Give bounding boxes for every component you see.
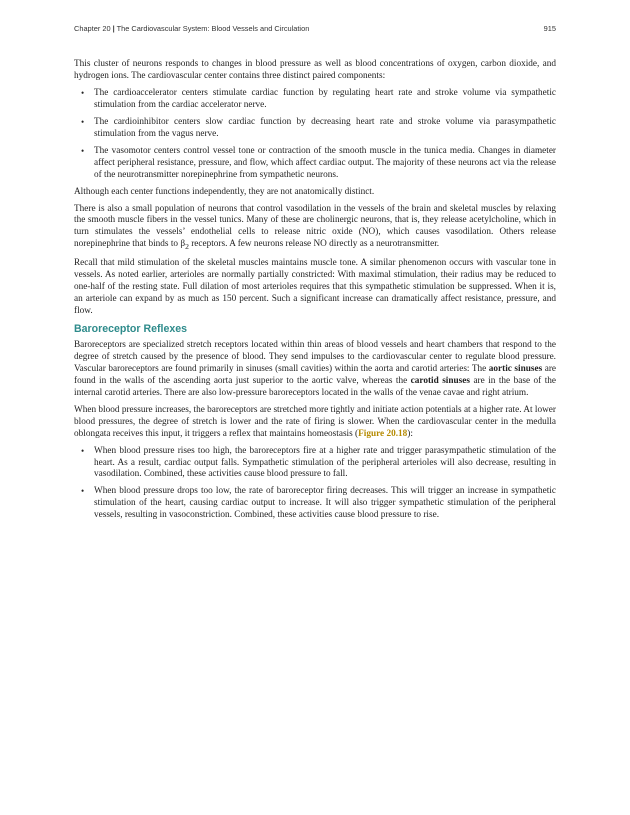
list-item: [74, 117, 556, 141]
muscle-tone-paragraph: Recall that mild stimulation of the skeletal muscles maintains muscle tone. A similar phenomenon occurs with vascular tone in vessels. As noted earlier, arterioles are normally partially constricted: With maximal stimulation, their radius may be reduced to one-half of the resting state. Full dilation of most arterioles requires that this sympathetic stimulation be suppressed. When it is, an arteriole can expand by as much as 150 percent. Such a significant increase can dramatically affect resistance, pressure, and flow.: [74, 258, 556, 316]
intro-paragraph: This cluster of neurons responds to changes in blood pressure as well as blood concentrations of oxygen, carbon dioxide, and hydrogen ions. The cardiovascular center contains three distinct paired components:: [74, 59, 556, 81]
page-body: [74, 59, 556, 527]
bullet-icon: •: [81, 445, 85, 456]
bullet-icon: •: [81, 87, 85, 98]
list-item-text: When blood pressure drops too low, the rate of baroreceptor firing decreases. This will trigger an increase in sympathetic stimulation of the heart, causing cardiac output to increase. It will also trigger sympathetic stimulation of the peripheral vessels, resulting in vasoconstriction. Combined, these activities cause blood pressure to rise.: [94, 486, 556, 521]
paragraph-text: ):: [407, 428, 413, 439]
list-item: [74, 446, 556, 482]
reflex-list: [74, 446, 556, 523]
chapter-title: The Cardiovascular System: Blood Vessels and Circulation: [116, 24, 310, 33]
key-term: aortic sinuses: [488, 363, 543, 374]
paragraph-text: receptors. A few neurons release NO directly as a neurotransmitter.: [188, 239, 440, 250]
page-number: 915: [543, 24, 556, 33]
chapter-heading: [74, 24, 309, 33]
section-heading: Baroreceptor Reflexes: [74, 322, 188, 335]
figure-link[interactable]: Figure 20.18: [358, 428, 408, 439]
list-item: [74, 146, 556, 182]
bullet-icon: •: [81, 486, 85, 497]
paragraph-text: are found in the walls of the ascending aorta just superior to the aortic valve, whereas the: [74, 363, 557, 386]
list-item-text: The cardioaccelerator centers stimulate cardiac function by regulating heart rate and stroke volume via sympathetic stimulation from the cardiac accelerator nerve.: [94, 87, 556, 110]
chapter-label: Chapter 20: [74, 24, 111, 33]
list-item: [74, 486, 556, 522]
list-item-text: The vasomotor centers control vessel tone or contraction of the smooth muscle in the tunica media. Changes in diameter affect peripheral resistance, pressure, and flow, which affect cardiac output. The majority of these neurons act via the release of the neurotransmitter norepinephrine from sympathetic neurons.: [94, 145, 556, 180]
key-term: carotid sinuses: [410, 375, 470, 386]
paragraph-text: When blood pressure increases, the baroreceptors are stretched more tightly and initiate action potentials at a higher rate. At lower blood pressures, the degree of stretch is lower and the rate of firing is slower. When the cardiovascular center in the medulla oblongata receives this input, it triggers a reflex that maintains homeostasis (: [74, 404, 556, 439]
cardiovascular-center-list: [74, 88, 556, 182]
header-separator: |: [112, 24, 115, 33]
independent-paragraph: Although each center functions independently, they are not anatomically distinct.: [74, 186, 375, 197]
list-item-text: The cardioinhibitor centers slow cardiac function by decreasing heart rate and stroke volume via parasympathetic stimulation from the vagus nerve.: [94, 116, 556, 139]
paragraph-text: There is also a small population of neurons that control vasodilation in the vessels of the brain and skeletal muscles by relaxing the smooth muscle fibers in the vessel tunics. Many of these are cholinergic neurons, that is, they release acetylcholine, which in turn stimulates the vessels’ endothelial cells to release nitric oxide (NO), which causes vasodilation. Others release norepinephrine that binds to β: [74, 203, 556, 250]
running-header: [74, 24, 556, 33]
paragraph-text: Baroreceptors are specialized stretch receptors located within thin areas of blood vessels and heart chambers that respond to the degree of stretch caused by the presence of blood. They send impulses to the cardiovascular center to regulate blood pressure. Vascular baroreceptors are found primarily in sinuses (small cavities) within the aorta and carotid arteries: The: [74, 339, 556, 374]
vasodilation-paragraph: [74, 204, 556, 254]
pressure-increase-paragraph: [74, 405, 556, 441]
bullet-icon: •: [81, 145, 85, 156]
list-item-text: When blood pressure rises too high, the baroreceptors fire at a higher rate and trigger parasympathetic stimulation of the heart. As a result, cardiac output falls. Sympathetic stimulation of the peripheral arterioles will also decrease, resulting in vasodilation. Combined, these activities cause blood pressure to fall.: [94, 445, 556, 480]
baroreceptors-paragraph: [74, 340, 556, 400]
subscript: 2: [185, 242, 189, 252]
list-item: [74, 88, 556, 112]
paragraph-text: are in the base of the internal carotid arteries. There are also low-pressure baroreceptors located in the walls of the venae cavae and right atrium.: [74, 375, 556, 398]
bullet-icon: •: [81, 116, 85, 127]
